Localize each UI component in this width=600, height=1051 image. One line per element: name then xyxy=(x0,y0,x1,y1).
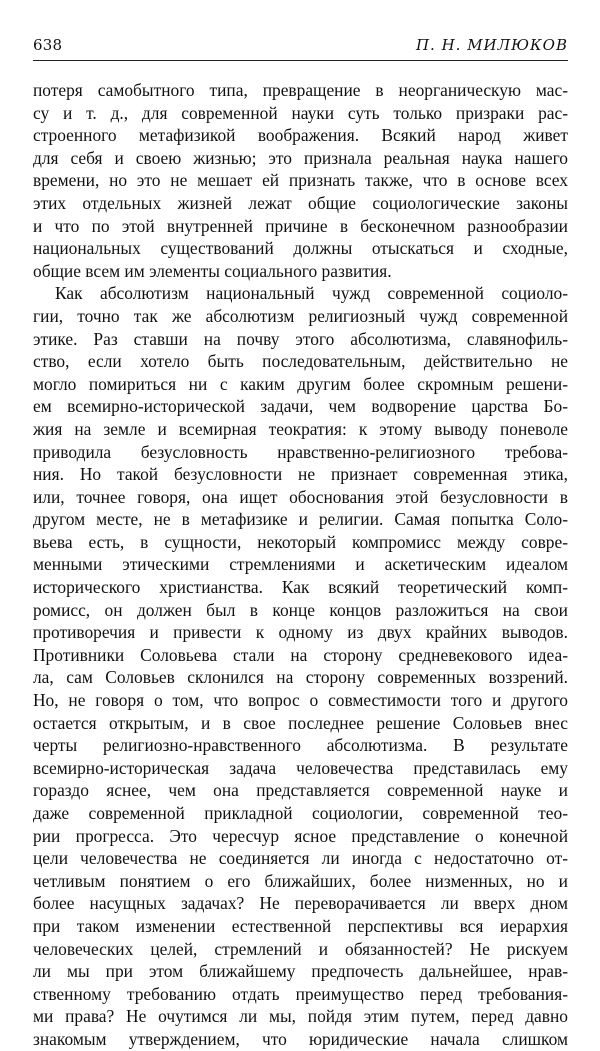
text-line: рии прогресса. Это чересчур ясное представление о конечной xyxy=(33,825,568,846)
text-line: всемирно-историческая задача человечества представилась ему xyxy=(33,757,568,778)
text-line: потеря самобытного типа, превращение в неорганическую мас- xyxy=(33,80,568,100)
body-text xyxy=(33,79,568,1051)
text-line: приводила безусловность нравственно-религиозного требова- xyxy=(33,441,568,462)
text-line: вьева есть, в сущности, некоторый компромисс между совре- xyxy=(33,531,568,552)
text-line: ла, сам Соловьев склонился на сторону современных воззрений. xyxy=(33,667,568,688)
text-line: четливым понятием о его ближайших, более низменных, но и xyxy=(33,870,568,891)
text-line: ственному требованию отдать преимущество перед требования- xyxy=(33,983,568,1004)
text-line: ство, если хотело быть последовательным, действительно не xyxy=(33,351,568,372)
text-line: или, точнее говоря, она ищет обоснования этой безусловности в xyxy=(33,486,568,507)
text-line: гии, точно так же абсолютизм религиозный чужд современной xyxy=(33,305,568,326)
text-line: гораздо яснее, чем она представляется современной науке и xyxy=(33,780,568,801)
text-line: человеческих целей, стремлений и обязанностей? Не рискуем xyxy=(33,938,568,959)
text-line: и что по этой внутренней причине в бесконечном разнообразии xyxy=(33,215,568,236)
text-line: знакомым утверждением, что юридические начала слишком xyxy=(33,1028,568,1049)
book-page xyxy=(33,36,568,1051)
text-line: цели человечества не соединяется ли иногда с недостаточно от- xyxy=(33,848,568,869)
text-line: этике. Раз ставши на почву этого абсолютизма, славянофиль- xyxy=(33,328,568,349)
text-line: Но, не говоря о том, что вопрос о совместимости того и другого xyxy=(33,690,568,711)
text-line: другом месте, не в метафизике и религии. Самая попытка Соло- xyxy=(33,509,568,530)
text-line: Противники Соловьева стали на сторону средневекового идеа- xyxy=(33,644,568,665)
text-line: су и т. д., для современной науки суть только призраки рас- xyxy=(33,102,568,123)
text-line: ромисс, он должен был в конце концов разложиться на свои xyxy=(33,599,568,620)
paragraph-2 xyxy=(33,282,568,1050)
text-line: Как абсолютизм национальный чужд современной социоло- xyxy=(55,283,568,304)
text-line: строенного метафизикой воображения. Всякий народ живет xyxy=(33,125,568,146)
page-number: 638 xyxy=(33,36,63,54)
text-line: исторического христианства. Как всякий теоретический комп- xyxy=(33,577,568,598)
text-line: даже современной прикладной социологии, современной тео- xyxy=(33,803,568,823)
text-line: могло помириться ни с каким другим более скромным решени- xyxy=(33,373,568,394)
page-header xyxy=(33,36,568,58)
text-line: остается открытым, и в свое последнее решение Соловьев внес xyxy=(33,712,568,733)
text-line: более насущных задачах? Не переворачивается ли вверх дном xyxy=(33,893,568,914)
text-line: при таком изменении естественной перспективы вся иерархия xyxy=(33,915,568,936)
text-line: общие всем им элементы социального развития. xyxy=(33,260,392,281)
text-line: для себя и своею жизнью; это признала реальная наука нашего xyxy=(33,147,568,168)
text-line: ния. Но такой безусловности не признает современная этика, xyxy=(33,464,568,485)
text-line: ем всемирно-исторической задачи, чем водворение царства Бо- xyxy=(33,396,568,417)
text-line: этих отдельных жизней лежат общие социологические законы xyxy=(33,192,568,213)
paragraph-1 xyxy=(33,79,568,282)
header-rule xyxy=(33,60,568,61)
text-line: ли мы при этом ближайшему предпочесть дальнейшее, нрав- xyxy=(33,961,568,982)
text-line: национальных существований должны отыскаться и сходные, xyxy=(33,238,568,259)
text-line: времени, но это не мешает ей признать также, что в основе всех xyxy=(33,170,568,191)
text-line: менными этическими стремлениями и аскетическим идеалом xyxy=(33,554,568,575)
text-line: черты религиозно-нравственного абсолютизма. В результате xyxy=(33,735,568,756)
text-line: противоречия и привести к одному из двух крайних выводов. xyxy=(33,622,568,643)
text-line: жия на земле и всемирная теократия: к этому выводу поневоле xyxy=(33,418,568,439)
running-head: П. Н. МИЛЮКОВ xyxy=(415,36,568,54)
text-line: ми права? Не очутимся ли мы, пойдя этим путем, перед давно xyxy=(33,1006,568,1027)
